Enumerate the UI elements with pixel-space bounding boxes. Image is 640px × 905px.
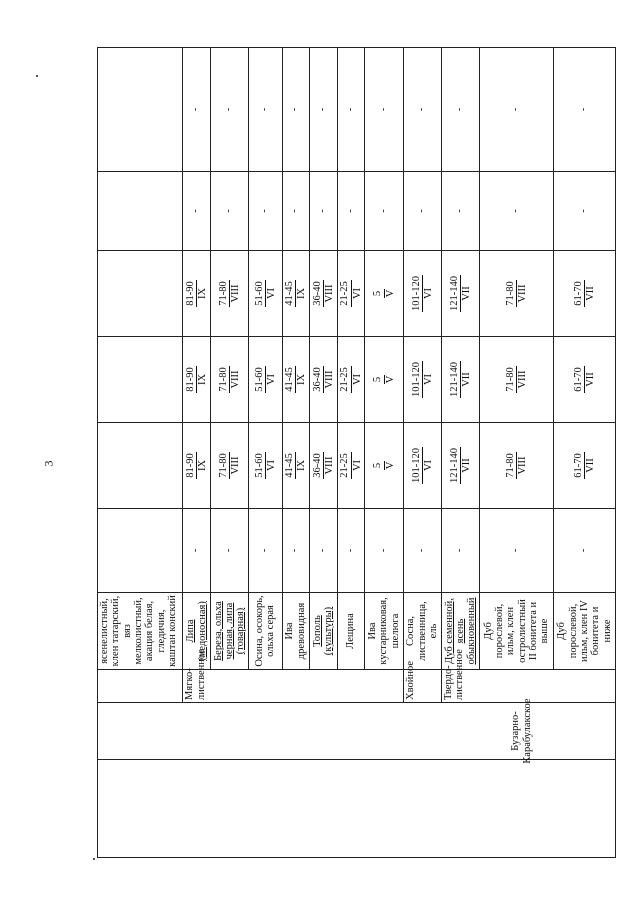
age-range: 41-45 (283, 453, 295, 478)
age-fraction (573, 452, 597, 479)
mark-cell: - (310, 509, 338, 593)
age-class-cell (183, 423, 211, 509)
age-range: 61-70 (572, 453, 584, 478)
age-range: 41-45 (283, 367, 295, 392)
age-class: IX (197, 287, 209, 300)
age-range: 101-120 (410, 276, 422, 311)
blank-cell (98, 760, 616, 858)
age-range: 36-40 (311, 453, 323, 478)
age-class: VI (422, 373, 434, 386)
age-class: VIII (230, 284, 242, 303)
mark-cell: - (282, 172, 310, 251)
species-label: Липа (медоносная) (185, 601, 208, 661)
age-class-cell (365, 423, 403, 509)
age-fraction (312, 366, 336, 393)
age-class: VI (351, 459, 363, 472)
species-cell (310, 593, 338, 670)
age-fraction (449, 447, 473, 484)
age-range: 81-90 (184, 453, 196, 478)
age-class-cell (554, 337, 616, 423)
mark-cell: - (480, 509, 554, 593)
age-range: 36-40 (311, 367, 323, 392)
age-class: VI (265, 287, 277, 300)
group-cell-conifer: Хвойное (403, 670, 441, 703)
age-class-cell (210, 337, 248, 423)
age-class: VIII (323, 370, 335, 389)
species-cell (282, 593, 310, 670)
age-fraction (284, 280, 308, 307)
age-fraction (218, 280, 242, 307)
age-class: VIII (323, 284, 335, 303)
age-class: IX (296, 373, 308, 386)
age-class-cell (554, 423, 616, 509)
age-range: 5 (372, 375, 384, 385)
mark-cell: - (249, 172, 282, 251)
mark-cell: - (365, 509, 403, 593)
age-class-cell (98, 423, 183, 509)
age-class-cell (365, 337, 403, 423)
age-range: 71-80 (217, 367, 229, 392)
mark-cell: - (249, 509, 282, 593)
age-range: 41-45 (283, 281, 295, 306)
age-class-cell (480, 251, 554, 337)
age-fraction (284, 366, 308, 393)
age-class: V (384, 289, 396, 298)
region-cell (98, 698, 616, 764)
age-fraction (411, 275, 435, 312)
age-class-cell (183, 251, 211, 337)
age-class: V (384, 375, 396, 384)
mark-cell: - (337, 48, 365, 172)
age-range: 51-60 (253, 367, 265, 392)
table-row (98, 48, 183, 858)
age-fraction (339, 280, 363, 307)
blank-cell (98, 670, 183, 703)
age-fraction (339, 452, 363, 479)
age-range: 81-90 (184, 367, 196, 392)
age-fraction (573, 280, 597, 307)
age-range: 71-80 (217, 453, 229, 478)
age-fraction (254, 452, 278, 479)
region-label: Бузарно-Карабулакское (510, 698, 533, 764)
age-class-cell (249, 251, 282, 337)
age-fraction (218, 452, 242, 479)
mark-cell: - (183, 172, 211, 251)
age-fraction (254, 366, 278, 393)
mark-cell: - (337, 172, 365, 251)
age-class: VII (585, 286, 597, 301)
mark-cell (98, 48, 183, 172)
species-cell (403, 593, 441, 670)
rotated-table-wrapper (97, 48, 616, 858)
age-class: VI (422, 287, 434, 300)
scan-speck (93, 858, 95, 860)
age-class: VIII (230, 370, 242, 389)
age-fraction (312, 452, 336, 479)
group-cell-hard: Твердо-лиственное (442, 670, 616, 703)
mark-cell: - (480, 172, 554, 251)
mark-cell: - (249, 48, 282, 172)
age-class-cell (310, 337, 338, 423)
age-class-cell (310, 251, 338, 337)
age-class-cell (442, 251, 480, 337)
age-fraction (185, 280, 209, 307)
age-class: VII (585, 458, 597, 473)
age-class-cell (282, 337, 310, 423)
mark-cell: - (403, 48, 441, 172)
mark-cell: - (480, 48, 554, 172)
age-class-cell (554, 251, 616, 337)
age-fraction (339, 366, 363, 393)
mark-cell: - (442, 172, 480, 251)
age-range: 5 (372, 461, 384, 471)
age-range: 71-80 (504, 367, 516, 392)
age-fraction (218, 366, 242, 393)
species-label: Дуб порослевой, ильм, клен IV бонитета и ниже (556, 600, 613, 662)
species-label: Береза, ольха черная, липа (товарная) (212, 601, 247, 661)
mark-cell: - (310, 48, 338, 172)
species-label: ясенелистный, клен татарский, вяз мелколистный, акация белая, гледичия, каштан конский (99, 595, 178, 667)
age-class: IX (197, 373, 209, 386)
age-class-cell (337, 337, 365, 423)
age-class: VII (585, 372, 597, 387)
age-class-cell (442, 423, 480, 509)
mark-cell: - (310, 172, 338, 251)
age-fraction (505, 366, 529, 393)
age-class-cell (403, 251, 441, 337)
age-class: VI (351, 287, 363, 300)
age-class-cell (249, 423, 282, 509)
age-class-cell (337, 423, 365, 509)
age-range: 61-70 (572, 281, 584, 306)
age-range: 21-25 (339, 367, 351, 392)
age-class-cell (480, 423, 554, 509)
age-class-cell (183, 337, 211, 423)
species-label: Тополь (культуры) (312, 606, 335, 656)
age-class-cell (282, 251, 310, 337)
species-cell (480, 593, 554, 670)
age-fraction (411, 361, 435, 398)
species-cell (365, 593, 403, 670)
age-fraction (254, 280, 278, 307)
age-fraction (505, 280, 529, 307)
age-fraction (372, 461, 396, 471)
age-range: 71-80 (504, 453, 516, 478)
age-range: 121-140 (448, 276, 460, 311)
age-range: 71-80 (217, 281, 229, 306)
group-cell-soft: Мягко-лиственное (183, 670, 403, 703)
age-class-cell (403, 423, 441, 509)
age-class: IX (296, 459, 308, 472)
age-fraction (372, 375, 396, 385)
mark-cell: - (554, 172, 616, 251)
age-class: VIII (323, 456, 335, 475)
region-label-wrap (98, 698, 615, 764)
age-class: VI (422, 459, 434, 472)
age-class: VIII (517, 456, 529, 475)
mark-cell: - (403, 172, 441, 251)
species-label: Дуб семенной, ясень обыкновенный (443, 597, 478, 665)
age-class-cell (442, 337, 480, 423)
age-class-cell (310, 423, 338, 509)
age-class: V (384, 461, 396, 470)
mark-cell: - (554, 48, 616, 172)
age-class: IX (296, 287, 308, 300)
mark-cell: - (282, 48, 310, 172)
age-class: VIII (230, 456, 242, 475)
mark-cell: - (403, 509, 441, 593)
mark-cell: - (210, 48, 248, 172)
age-range: 81-90 (184, 281, 196, 306)
age-range: 121-140 (448, 448, 460, 483)
mark-cell: - (365, 48, 403, 172)
age-class: VI (265, 459, 277, 472)
age-range: 21-25 (339, 453, 351, 478)
age-class-cell (282, 423, 310, 509)
mark-cell: - (282, 509, 310, 593)
mark-cell: - (210, 172, 248, 251)
age-class: VII (461, 372, 473, 387)
age-class-cell (403, 337, 441, 423)
mark-cell: - (210, 509, 248, 593)
age-class: VIII (517, 284, 529, 303)
age-range: 36-40 (311, 281, 323, 306)
species-cell (554, 593, 616, 670)
species-cell (249, 593, 282, 670)
age-class: VII (461, 458, 473, 473)
mark-cell (98, 172, 183, 251)
age-class-cell (365, 251, 403, 337)
mark-cell: - (442, 48, 480, 172)
age-class-cell (98, 337, 183, 423)
age-class: VIII (517, 370, 529, 389)
age-class-cell (480, 337, 554, 423)
age-range: 101-120 (410, 448, 422, 483)
mark-cell: - (183, 48, 211, 172)
age-fraction (185, 366, 209, 393)
species-cell (337, 593, 365, 670)
age-range: 101-120 (410, 362, 422, 397)
species-cell (183, 593, 211, 670)
species-label: Осина, осокорь, ольха серая (254, 595, 277, 667)
age-range: 51-60 (253, 281, 265, 306)
species-label: Дуб порослевой, ильм, клен остролистный II бонитета и выше (482, 599, 551, 663)
mark-cell: - (442, 509, 480, 593)
species-label: Ива древовидная (284, 602, 307, 660)
age-fraction (284, 452, 308, 479)
age-class: VI (351, 373, 363, 386)
age-class-cell (210, 423, 248, 509)
age-fraction (312, 280, 336, 307)
species-cell (210, 593, 248, 670)
forest-age-table (97, 47, 616, 858)
age-range: 121-140 (448, 362, 460, 397)
age-fraction (573, 366, 597, 393)
mark-cell: - (365, 172, 403, 251)
table-body (98, 48, 616, 858)
species-cell (98, 593, 183, 670)
species-label: Лещина (345, 613, 357, 649)
page-number: 3 (41, 460, 56, 467)
age-range: 21-25 (339, 281, 351, 306)
age-class-cell (210, 251, 248, 337)
age-class-cell (98, 251, 183, 337)
mark-cell: - (554, 509, 616, 593)
age-fraction (505, 452, 529, 479)
age-fraction (449, 361, 473, 398)
age-fraction (372, 289, 396, 299)
mark-cell (98, 509, 183, 593)
age-range: 5 (372, 289, 384, 299)
age-range: 51-60 (253, 453, 265, 478)
age-range: 71-80 (504, 281, 516, 306)
species-label: Ива кустарниковая, шелюга (367, 597, 401, 665)
age-range: 61-70 (572, 367, 584, 392)
age-class-cell (337, 251, 365, 337)
scan-speck (36, 75, 38, 77)
age-fraction (185, 452, 209, 479)
species-label: Сосна, лиственница, ель (405, 601, 440, 661)
age-fraction (449, 275, 473, 312)
age-class: VI (265, 373, 277, 386)
age-class: IX (197, 459, 209, 472)
mark-cell: - (337, 509, 365, 593)
age-class: VII (461, 286, 473, 301)
age-fraction (411, 447, 435, 484)
age-class-cell (249, 337, 282, 423)
mark-cell: - (183, 509, 211, 593)
